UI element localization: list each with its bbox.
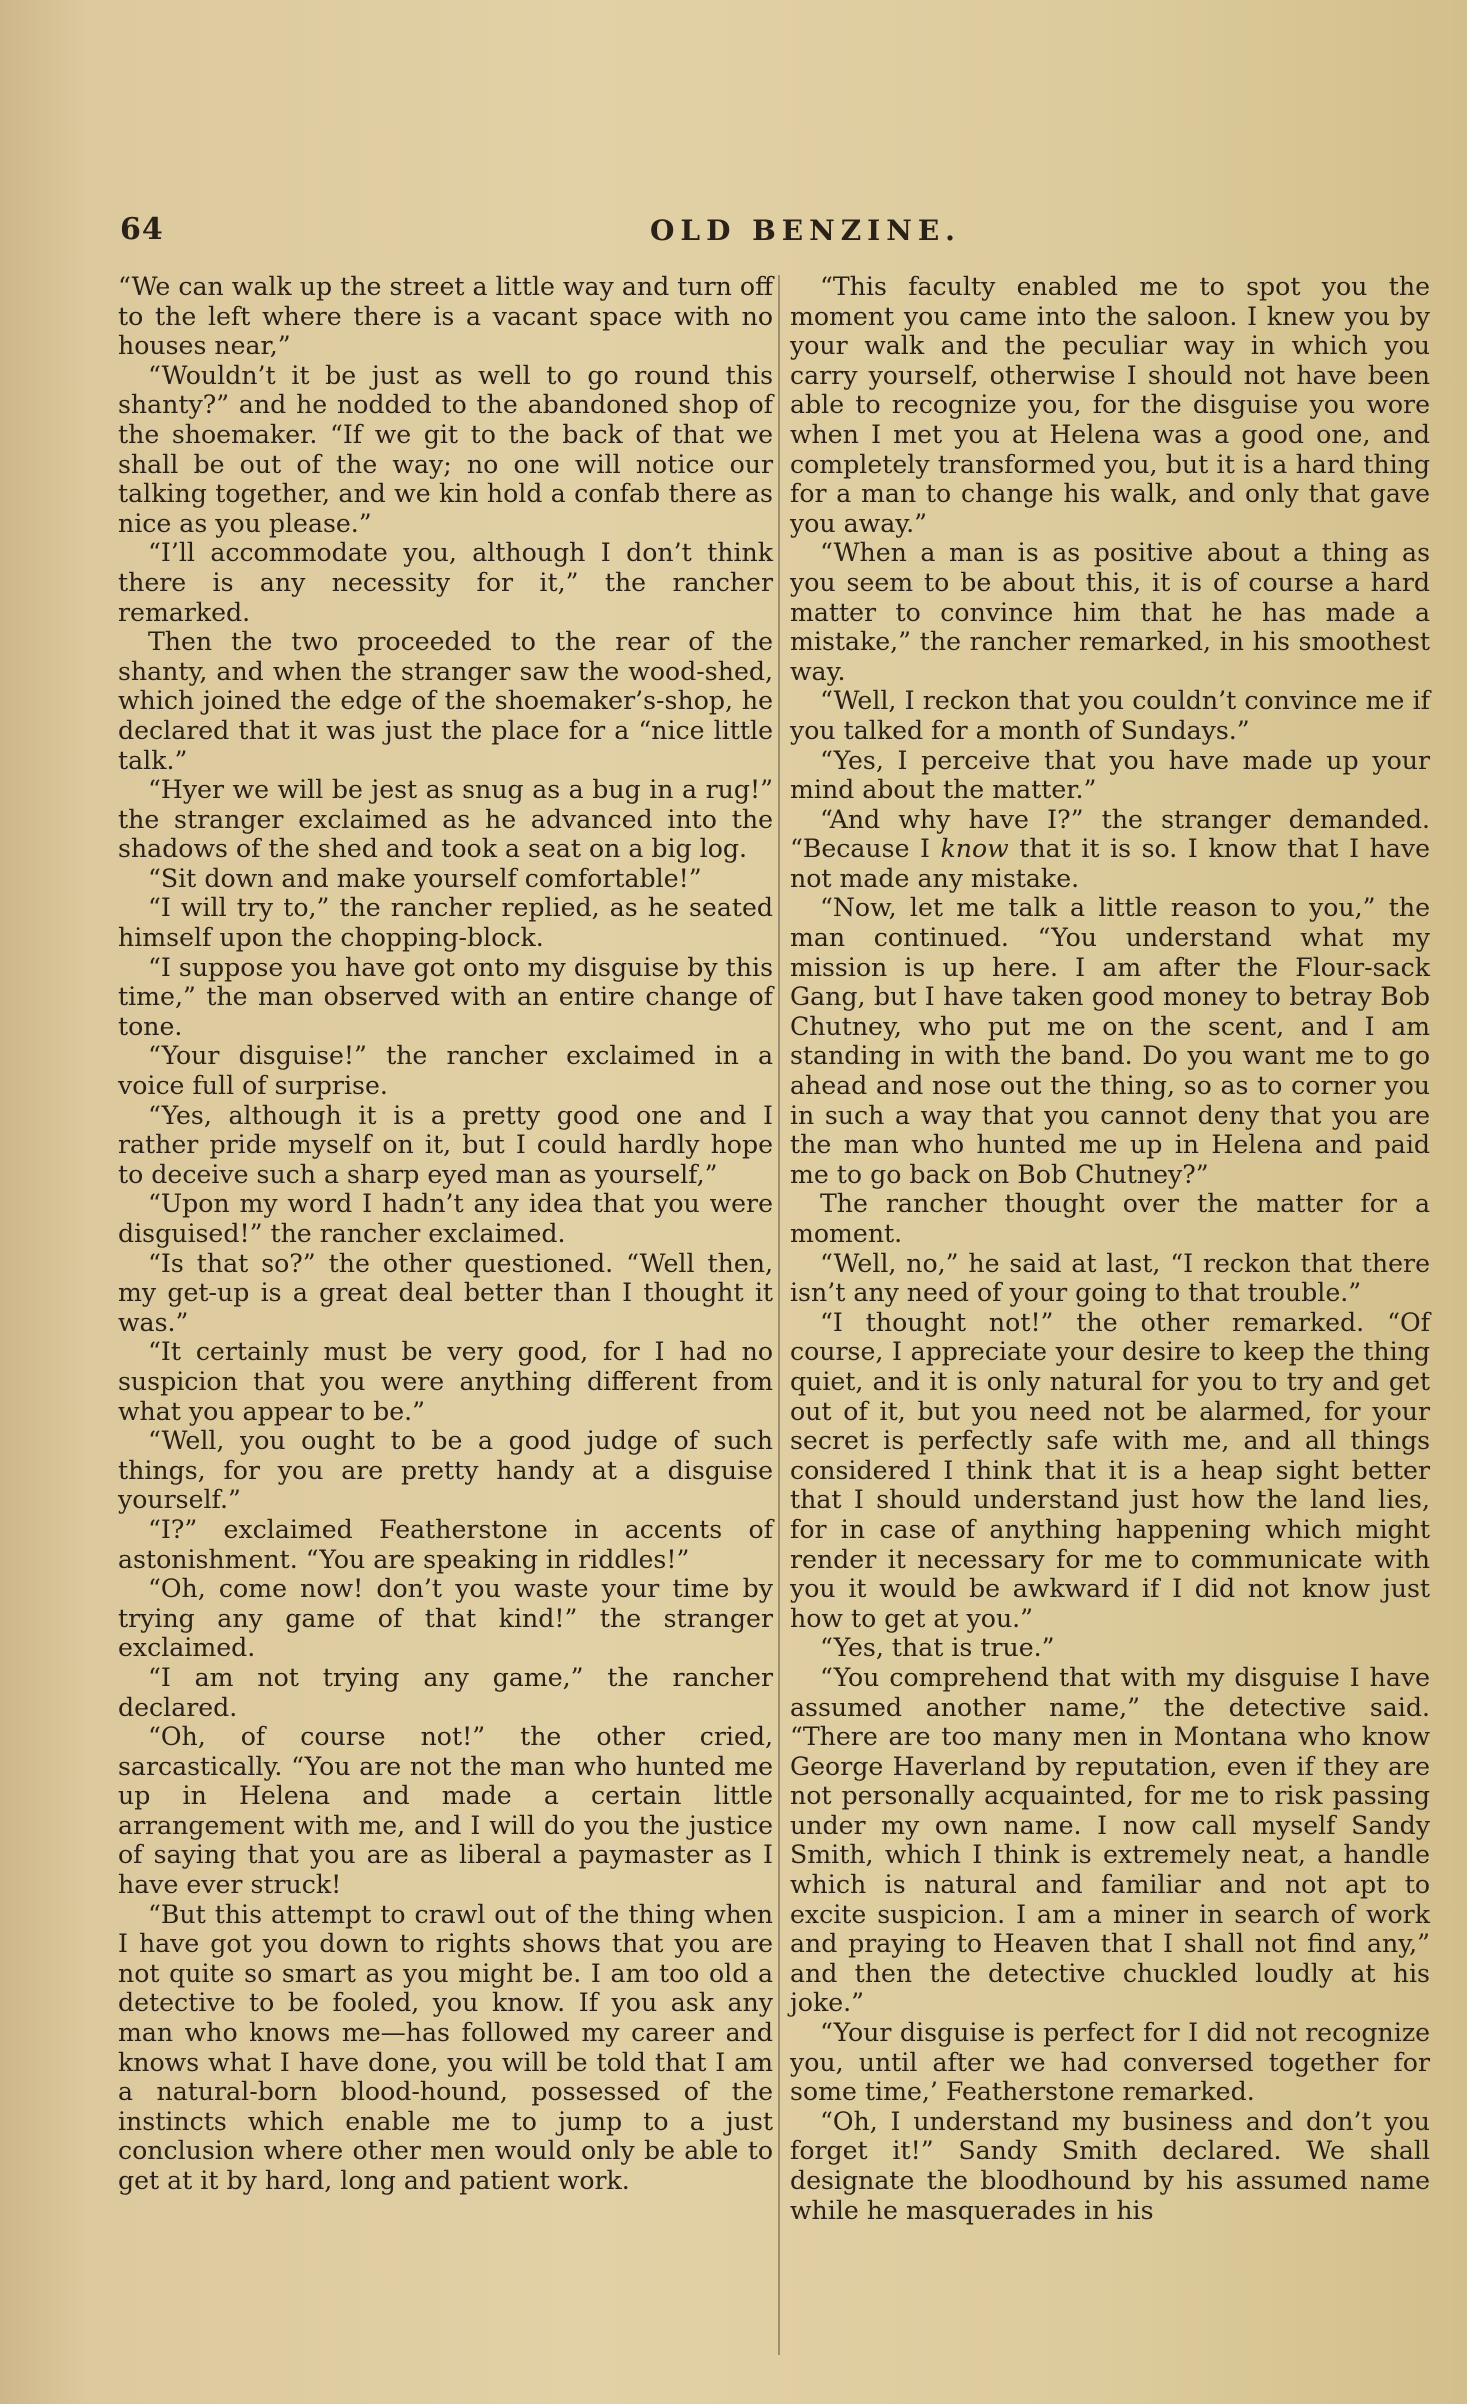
- paragraph: “And why have I?” the stranger demanded. “Because I know that it is so. I know that I have not made any mistake.: [790, 804, 1430, 893]
- paragraph: “I will try to,” the rancher replied, as he seated himself upon the chopping-block.: [118, 893, 773, 953]
- page-header: [120, 212, 1420, 252]
- paragraph: “Sit down and make yourself comfortable!”: [148, 863, 702, 893]
- paragraph: “We can walk up the street a little way and turn off to the left where there is a vacant space with no houses near,”: [118, 272, 773, 361]
- paragraph: “Upon my word I hadn’t any idea that you were disguised!” the rancher exclaimed.: [118, 1189, 773, 1248]
- paragraph: “Oh, come now! don’t you waste your time by trying any game of that kind!” the stranger exclaimed.: [118, 1574, 773, 1663]
- paragraph: “Well, no,” he said at last, “I reckon that there isn’t any need of your going to that trouble.”: [790, 1248, 1430, 1308]
- paragraph: “Well, you ought to be a good judge of such things, for you are pretty handy at a disguise yourself.”: [118, 1426, 773, 1515]
- paragraph: “Wouldn’t it be just as well to go round this shanty?” and he nodded to the abandoned shop of the shoemaker. “If we git to the back of that we shall be out of the way; no one will notice our talking together, and we kin hold a confab there as nice as you please.”: [118, 360, 773, 538]
- paragraph: “Yes, I perceive that you have made up your mind about the matter.”: [790, 745, 1430, 805]
- paragraph: “When a man is as positive about a thing as you seem to be about this, it is of course a hard matter to convince him that he has made a mistake,” the rancher remarked, in his smoothest way.: [790, 538, 1430, 686]
- emphasis: know: [940, 834, 1009, 864]
- right-column: [790, 272, 1430, 2225]
- paragraph: “Hyer we will be jest as snug as a bug in a rug!” the stranger exclaimed as he advanced into the shadows of the shed and took a seat on a big log.: [118, 775, 773, 864]
- paragraph: “It certainly must be very good, for I had no suspicion that you were anything different from what you appear to be.”: [118, 1337, 773, 1426]
- paragraph: “I thought not!” the other remarked. “Of course, I appreciate your desire to keep the thing quiet, and it is only natural for you to try and get out of it, but you need not be alarmed, for your secret is perfectly safe with me, and all things considered I think that it is a heap sight better that I should understand just how the land lies, for in case of anything happening which might render it necessary for me to communicate with you it would be awkward if I did not know just how to get at you.”: [790, 1307, 1430, 1633]
- left-column: [118, 272, 773, 2196]
- page-number: 64: [120, 212, 164, 247]
- paragraph: “But this attempt to crawl out of the thing when I have got you down to rights shows that you are not quite so smart as you might be. I am too old a detective to be fooled, you know. If you ask any man who knows me—has followed my career and knows what I have done, you will be told that I am a natural-born blood-hound, possessed of the instincts which enable me to jump to a just conclusion where other men would only be able to get at it by hard, long and patient work.: [118, 1899, 773, 2195]
- running-title: OLD BENZINE.: [650, 214, 961, 247]
- paragraph: “Yes, that is true.”: [820, 1633, 1055, 1663]
- paragraph: “I’ll accommodate you, although I don’t think there is any necessity for it,” the rancher remarked.: [118, 538, 773, 627]
- paragraph: “Is that so?” the other questioned. “Well then, my get-up is a great deal better than I thought it was.”: [118, 1248, 773, 1337]
- paragraph: “Yes, although it is a pretty good one and I rather pride myself on it, but I could hardly hope to deceive such a sharp eyed man as yourself,”: [118, 1100, 773, 1189]
- paragraph: “This faculty enabled me to spot you the moment you came into the saloon. I knew you by your walk and the peculiar way in which you carry yourself, otherwise I should not have been able to recognize you, for the disguise you wore when I met you at Helena was a good one, and completely transformed you, but it is a hard thing for a man to change his walk, and only that gave you away.”: [790, 272, 1430, 538]
- paragraph: “Your disguise is perfect for I did not recognize you, until after we had conversed together for some time,’ Featherstone remarked.: [790, 2018, 1430, 2107]
- column-divider: [778, 275, 780, 2355]
- paragraph: “You comprehend that with my disguise I have assumed another name,” the detective said. “There are too many men in Montana who know George Haverland by reputation, even if they are not personally acquainted, for me to risk passing under my own name. I now call myself Sandy Smith, which I think is extremely neat, a handle which is natural and familiar and not apt to excite suspicion. I am a miner in search of work and praying to Heaven that I shall not find any,” and then the detective chuckled loudly at his joke.”: [790, 1662, 1430, 2018]
- paragraph: “Oh, I understand my business and don’t you forget it!” Sandy Smith declared. We shall designate the bloodhound by his assumed name while he masquerades in his: [790, 2106, 1430, 2225]
- paragraph: “I?” exclaimed Featherstone in accents of astonishment. “You are speaking in riddles!”: [118, 1514, 773, 1574]
- paragraph: “Now, let me talk a little reason to you,” the man continued. “You understand what my mission is up here. I am after the Flour-sack Gang, but I have taken good money to betray Bob Chutney, who put me on the scent, and I am standing in with the band. Do you want me to go ahead and nose out the thing, so as to corner you in such a way that you cannot deny that you are the man who hunted me up in Helena and paid me to go back on Bob Chutney?”: [790, 893, 1430, 1189]
- paragraph: “Your disguise!” the rancher exclaimed in a voice full of surprise.: [118, 1041, 773, 1101]
- paragraph: “I am not trying any game,” the rancher declared.: [118, 1662, 773, 1722]
- paragraph: “Well, I reckon that you couldn’t convince me if you talked for a month of Sundays.”: [790, 686, 1430, 745]
- paragraph: “Oh, of course not!” the other cried, sarcastically. “You are not the man who hunted me up in Helena and made a certain little arrangement with me, and I will do you the justice of saying that you are as liberal a paymaster as I have ever struck!: [118, 1722, 773, 1900]
- paragraph: Then the two proceeded to the rear of the shanty, and when the stranger saw the wood-shed, which joined the edge of the shoemaker’s-shop, he declared that it was just the place for a “nice little talk.”: [118, 627, 773, 775]
- paragraph: “I suppose you have got onto my disguise by this time,” the man observed with an entire change of tone.: [118, 952, 773, 1041]
- paragraph: The rancher thought over the matter for a moment.: [790, 1189, 1430, 1248]
